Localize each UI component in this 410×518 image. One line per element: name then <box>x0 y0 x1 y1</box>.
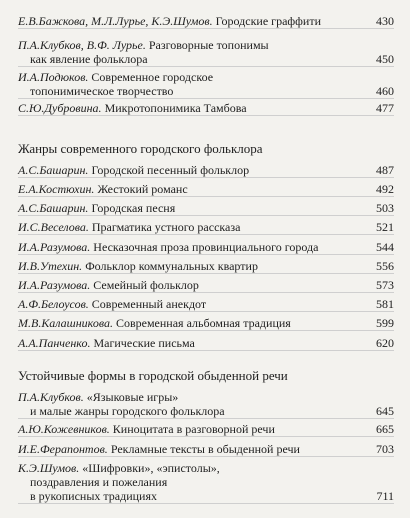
toc-entry <box>18 422 394 437</box>
entry-page: 665 <box>376 422 394 436</box>
entry-page: 503 <box>376 201 394 215</box>
entry-page: 581 <box>376 297 394 311</box>
entry-author: П.А.Клубков, В.Ф. Лурье. <box>18 38 146 52</box>
entry-author: М.В.Калашникова. <box>18 316 113 330</box>
entry-title-cont: как явление фольклора <box>30 52 148 66</box>
entry-page: 521 <box>376 220 394 234</box>
entry-page: 487 <box>376 163 394 177</box>
entry-page: 573 <box>376 278 394 292</box>
entry-page: 556 <box>376 259 394 273</box>
entry-author: И.А.Подюков. <box>18 70 89 84</box>
toc-entry <box>18 201 394 216</box>
toc-entry <box>18 70 394 99</box>
entry-author: И.С.Веселова. <box>18 220 89 234</box>
entry-author: С.Ю.Дубровина. <box>18 101 102 115</box>
entry-title: Семейный фольклор <box>93 278 199 292</box>
entry-page: 620 <box>376 336 394 350</box>
entry-page: 430 <box>376 14 394 28</box>
toc-entry <box>18 240 394 255</box>
entry-title: Жестокий романс <box>97 182 188 196</box>
entry-author: К.Э.Шумов. <box>18 461 80 475</box>
entry-title: «Шифровки», «эпистолы», <box>82 461 220 475</box>
entry-author: И.Е.Ферапонтов. <box>18 442 108 456</box>
toc-entry <box>18 38 394 67</box>
toc-entry <box>18 163 394 178</box>
entry-author: И.А.Разумова. <box>18 278 91 292</box>
entry-author: А.С.Башарин. <box>18 201 89 215</box>
entry-page: 460 <box>376 84 394 98</box>
entry-title: Современная альбомная традиция <box>115 316 291 330</box>
entry-title: Рекламные тексты в обыденной речи <box>110 442 300 456</box>
toc-entry <box>18 182 394 197</box>
entry-page: 599 <box>376 316 394 330</box>
entry-page: 544 <box>376 240 394 254</box>
entry-title-cont: в рукописных традициях <box>30 489 157 503</box>
entry-author: И.В.Утехин. <box>18 259 83 273</box>
entry-title: Разговорные топонимы <box>148 38 269 52</box>
toc-entry <box>18 259 394 274</box>
entry-author: Е.В.Бажкова, М.Л.Лурье, К.Э.Шумов. <box>18 14 213 28</box>
entry-author: Е.А.Костюхин. <box>18 182 95 196</box>
entry-title: Современный анекдот <box>91 297 207 311</box>
entry-page: 450 <box>376 52 394 66</box>
entry-author: П.А.Клубков. <box>18 390 84 404</box>
entry-title: Несказочная проза провинциального города <box>93 240 319 254</box>
toc-entry <box>18 278 394 293</box>
entry-author: И.А.Разумова. <box>18 240 91 254</box>
entry-title: Прагматика устного рассказа <box>91 220 241 234</box>
entry-page: 711 <box>376 489 394 503</box>
entry-title-cont: топонимическое творчество <box>30 84 174 98</box>
toc-entry <box>18 336 394 351</box>
entry-title: Микротопонимика Тамбова <box>104 101 247 115</box>
entry-title: Городская песня <box>91 201 176 215</box>
entry-title-cont: поздравления и пожелания <box>30 475 168 489</box>
toc-entry <box>18 14 394 29</box>
entry-title: Магические письма <box>93 336 195 350</box>
toc-entry <box>18 461 394 504</box>
entry-page: 703 <box>376 442 394 456</box>
section-title: Устойчивые формы в городской обыденной речи <box>18 368 288 383</box>
entry-author: А.С.Башарин. <box>18 163 89 177</box>
toc-entry <box>18 316 394 331</box>
entry-title: Киноцитата в разговорной речи <box>112 422 275 436</box>
toc-entry <box>18 101 394 116</box>
entry-page: 492 <box>376 182 394 196</box>
toc-entry <box>18 390 394 419</box>
entry-author: А.Ф.Белоусов. <box>18 297 89 311</box>
entry-title-cont: и малые жанры городского фольклора <box>30 404 225 418</box>
entry-title: Городские граффити <box>215 14 321 28</box>
entry-title: Городской песенный фольклор <box>91 163 250 177</box>
section-title: Жанры современного городского фольклора <box>18 141 263 156</box>
entry-title: Фольклор коммунальных квартир <box>85 259 258 273</box>
entry-title: «Языковые игры» <box>86 390 179 404</box>
toc-entry <box>18 220 394 235</box>
entry-page: 477 <box>376 101 394 115</box>
entry-title: Современное городское <box>91 70 214 84</box>
entry-author: А.Ю.Кожевников. <box>18 422 110 436</box>
toc-entry <box>18 297 394 312</box>
entry-author: А.А.Панченко. <box>18 336 91 350</box>
entry-page: 645 <box>376 404 394 418</box>
toc-entry <box>18 442 394 457</box>
